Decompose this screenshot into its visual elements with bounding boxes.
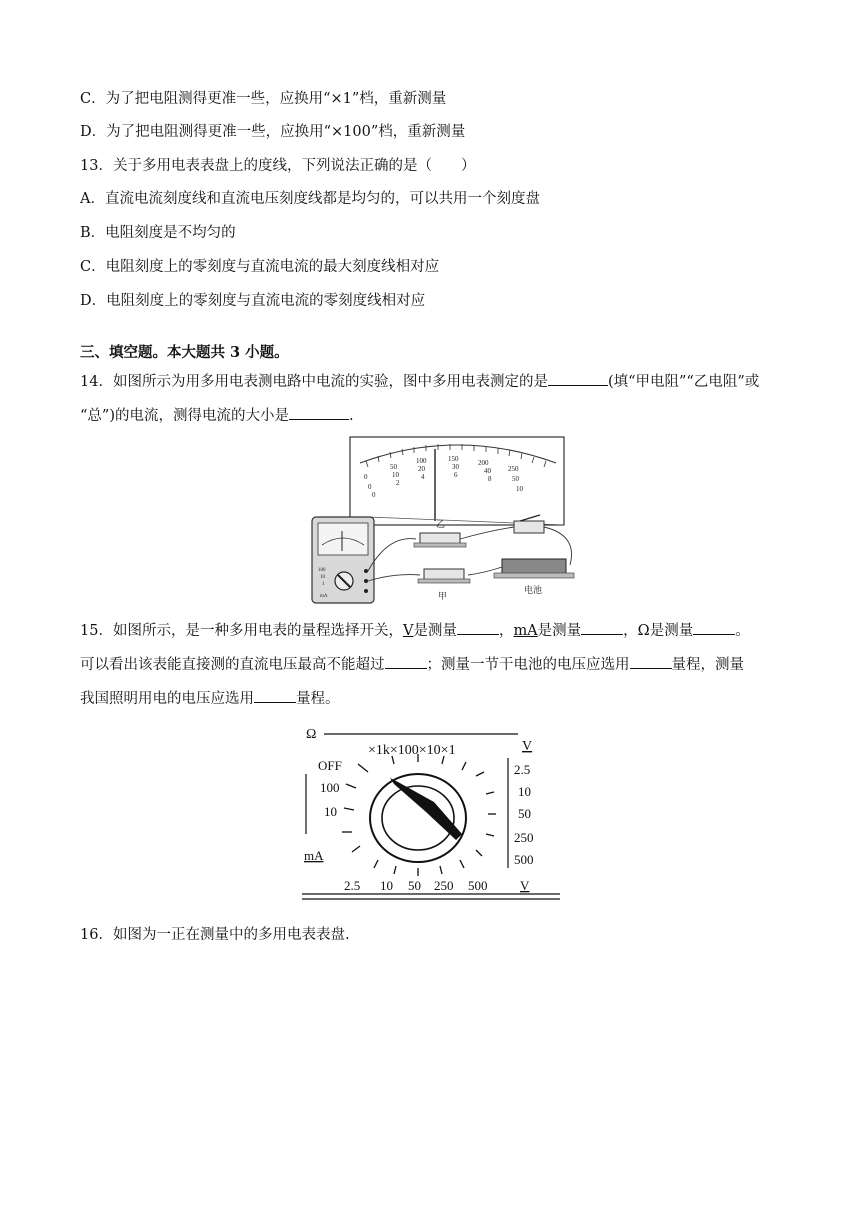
v-right-10: 10 [518, 784, 531, 799]
q15-v-label: V [402, 623, 414, 639]
v-dc-bottom-label: V [520, 878, 530, 893]
bottom-2-5: 2.5 [344, 878, 361, 893]
v-ac-top-label: V [522, 739, 533, 754]
q15-text-1d: 是测量 [537, 623, 582, 639]
terminal-3 [364, 589, 368, 593]
scale-inner-0: 0 [372, 491, 376, 499]
q13-option-c: C．电阻刻度上的零刻度与直流电流的最大刻度线相对应 [80, 259, 440, 275]
q13-option-d: D．电阻刻度上的零刻度与直流电流的零刻度线相对应 [80, 293, 426, 309]
q15-text-2b: ；测量一节干电池的电压应选用 [426, 657, 630, 673]
resistor-jia-base [418, 579, 470, 583]
q14-text-b: (填“甲电阻”“乙电阻”或 [607, 374, 760, 390]
omega-label: Ω [306, 727, 317, 742]
battery [502, 559, 566, 575]
q14-text-d: . [348, 408, 354, 424]
multimeter-display [318, 523, 368, 555]
q15-blank-1[interactable] [457, 619, 499, 635]
q13-option-a: A．直流电流刻度线和直流电压刻度线都是均匀的，可以共用一个刻度盘 [80, 191, 540, 207]
q16-stem: 16．如图为一正在测量中的多用电表表盘. [80, 927, 350, 943]
q15-text-2a: 可以看出该表能直接测的直流电压最高不能超过 [80, 657, 385, 673]
q15-line-3 [80, 687, 340, 709]
q15-text-1f: 。 [735, 623, 750, 639]
q15-text-1b: 是测量 [413, 623, 457, 639]
scale-outer-0: 0 [364, 473, 368, 481]
q15-selector-figure [298, 722, 562, 904]
q12-option-c: C．为了把电阻测得更准一些，应换用“×1”档，重新测量 [80, 91, 447, 107]
q13-option-b: B．电阻刻度是不均匀的 [80, 225, 236, 241]
q14-blank-2[interactable] [289, 404, 349, 420]
bottom-10: 10 [380, 878, 393, 893]
scale-mid-2: 20 [418, 465, 425, 473]
battery-holder [494, 573, 574, 578]
q15-text-1c: ， [498, 623, 514, 639]
q15-blank-6[interactable] [254, 687, 296, 703]
scale-mid-5: 50 [512, 475, 519, 483]
bottom-250: 250 [434, 878, 454, 893]
q15-blank-3[interactable] [693, 619, 735, 635]
q15-blank-4[interactable] [385, 653, 427, 669]
scale-mid-1: 10 [392, 471, 399, 479]
q14-circuit-figure [308, 435, 592, 607]
q15-blank-2[interactable] [581, 619, 623, 635]
q14-text-c: “总”)的电流，测得电流的大小是 [80, 408, 289, 424]
battery-label: 电池 [524, 585, 543, 595]
q14-line-1 [80, 370, 759, 392]
terminal-1 [364, 569, 368, 573]
scale-inner-1: 2 [396, 479, 400, 487]
scale-mid-4: 40 [484, 467, 491, 475]
q15-text-3b: 量程。 [296, 691, 340, 707]
scale-outer-3: 150 [448, 455, 459, 463]
q15-blank-5[interactable] [630, 653, 672, 669]
switch [514, 521, 544, 533]
scale-outer-5: 250 [508, 465, 519, 473]
q12-option-d: D．为了把电阻测得更准一些，应换用“×100”档，重新测量 [80, 124, 466, 140]
v-right-50: 50 [518, 806, 531, 821]
meter-range-ma: mA [320, 594, 328, 599]
q14-line-2 [80, 404, 354, 426]
bottom-50: 50 [408, 878, 421, 893]
scale-outer-2: 100 [416, 457, 427, 465]
section-title: 三、填空题。本大题共 3 小题。 [80, 344, 289, 361]
scale-outer-1: 50 [390, 463, 397, 471]
off-label: OFF [318, 758, 342, 773]
dial-zoom-box [350, 437, 564, 525]
ohm-range-labels: ×1k×100×10×1 [368, 743, 456, 758]
scale-mid-3: 30 [452, 463, 459, 471]
meter-range-100: 100 [318, 568, 326, 573]
q15-text-1a: 15．如图所示，是一种多用电表的量程选择开关， [80, 623, 403, 639]
resistor-yi-label: 乙 [436, 519, 446, 529]
meter-range-10: 10 [320, 575, 325, 580]
ma-10-label: 10 [324, 804, 337, 819]
scale-outer-4: 200 [478, 459, 489, 467]
q15-ma-label: mA [513, 623, 538, 639]
scale-mid-0: 0 [368, 483, 372, 491]
meter-range-1: 1 [322, 582, 325, 587]
scale-inner-3: 6 [454, 471, 458, 479]
q15-text-2c: 量程，测量 [671, 657, 744, 673]
v-right-250: 250 [514, 830, 534, 845]
v-right-500: 500 [514, 852, 534, 867]
ma-100-label: 100 [320, 780, 340, 795]
resistor-yi-base [414, 543, 466, 547]
bottom-labels [344, 878, 488, 893]
q14-blank-1[interactable] [548, 370, 608, 386]
q14-text-a: 14．如图所示为用多用电表测电路中电流的实验，图中多用电表测定的是 [80, 374, 548, 390]
scale-inner-4: 8 [488, 475, 492, 483]
v-right-2-5: 2.5 [514, 762, 531, 777]
q15-line-2 [80, 653, 744, 675]
scale-inner-2: 4 [421, 473, 425, 481]
terminal-2 [364, 579, 368, 583]
q15-line-1 [80, 619, 750, 641]
ma-label: mA [304, 848, 324, 863]
scale-inner-5: 10 [516, 485, 523, 493]
q15-text-1e: ，Ω是测量 [623, 623, 694, 639]
resistor-jia-label: 甲 [438, 591, 448, 601]
q15-text-3a: 我国照明用电的电压应选用 [80, 691, 254, 707]
bottom-500: 500 [468, 878, 488, 893]
q13-stem: 13．关于多用电表表盘上的度线，下列说法正确的是（ ） [80, 158, 476, 174]
v-right-labels [514, 762, 534, 867]
